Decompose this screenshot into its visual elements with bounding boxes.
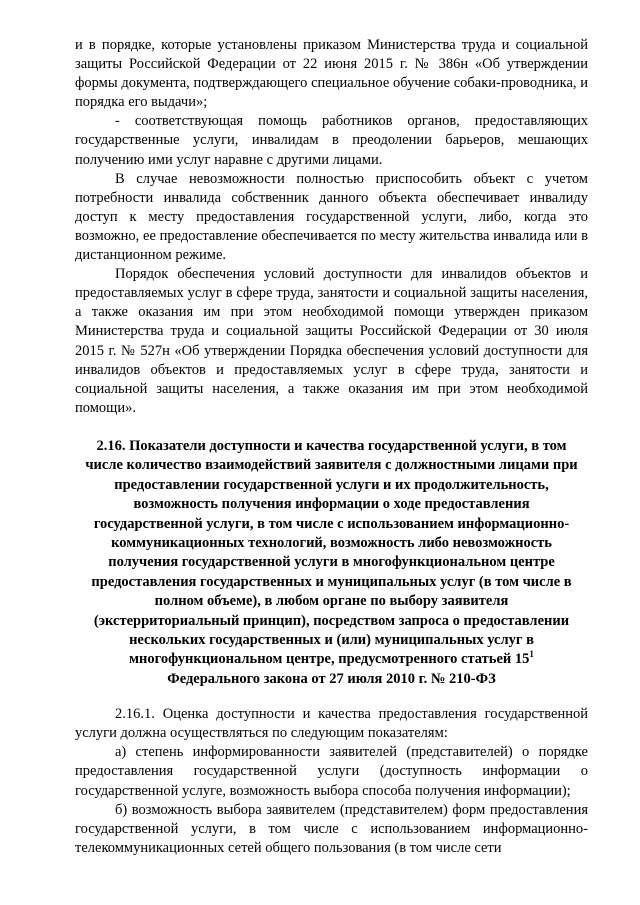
heading-superscript: 1: [529, 649, 534, 660]
heading-text-main: 2.16. Показатели доступности и качества государственной услуги, в том числе количество взаимодействий заявителя с должностными лицами при предоставлении государственной услуги и их продолжительность, возможность получения информации о ходе предоставления государственной услуги, в том числе с использованием информационно-коммуникационных технологий, возможность либо невозможность получения государственной услуги в многофункциональном центре предоставления государственных и муниципальных услуг (в том числе в полном объеме), в любом органе по выбору заявителя (экстерриториальный принцип), посредством запроса о предоставлении нескольких государственных и (или) муниципальных услуг в многофункциональном центре, предусмотренного статьей 15: [85, 437, 578, 668]
section-heading-2-16: [75, 437, 588, 689]
paragraph-continuation: и в порядке, которые установлены приказом Министерства труда и социальной защиты Российской Федерации от 22 июня 2015 г. № 386н «Об утверждении формы документа, подтверждающего специальное обучение собаки-проводника, и порядка его выдачи»;: [75, 37, 588, 111]
paragraph-procedure: Порядок обеспечения условий доступности для инвалидов объектов и предоставляемых услуг в сфере труда, занятости и социальной защиты населения, а также оказания им при этом необходимой помощи утвержден приказом Министерства труда и социальной защиты Российской Федерации от 30 июля 2015 г. № 527н «Об утверждении Порядка обеспечения условий доступности для инвалидов объектов и предоставляемых услуг в сфере труда, занятости и социальной защиты населения, а также оказания им при этом необходимой помощи».: [75, 266, 588, 416]
heading-text-tail: Федерального закона от 27 июля 2010 г. № 210-ФЗ: [167, 670, 496, 687]
spacer: [75, 689, 588, 705]
list-item-b: б) возможность выбора заявителем (представителем) форм предоставления государственной услуги, в том числе с использованием информационно-телекоммуникационных сетей общего пользования (в том числе сети: [75, 801, 588, 856]
paragraph-2-16-1: 2.16.1. Оценка доступности и качества предоставления государственной услуги должна осуществляться по следующим показателям:: [75, 706, 588, 742]
document-page: [75, 36, 588, 858]
paragraph-impossibility: В случае невозможности полностью приспособить объект с учетом потребности инвалида собственник данного объекта обеспечивает инвалиду доступ к месту предоставления государственной услуги, либо, когда это возможно, ее предоставление обеспечивается по месту жительства инвалида или в дистанционном режиме.: [75, 170, 588, 264]
paragraph-assistance: - соответствующая помощь работников органов, предоставляющих государственные услуги, инвалидам в преодолении барьеров, мешающих получению ими услуг наравне с другими лицами.: [75, 113, 588, 168]
spacer: [75, 418, 588, 437]
list-item-a: а) степень информированности заявителей (представителей) о порядке предоставления государственной услуги (доступность информации о государственной услуге, возможность выбора способа получения информации);: [75, 744, 588, 799]
